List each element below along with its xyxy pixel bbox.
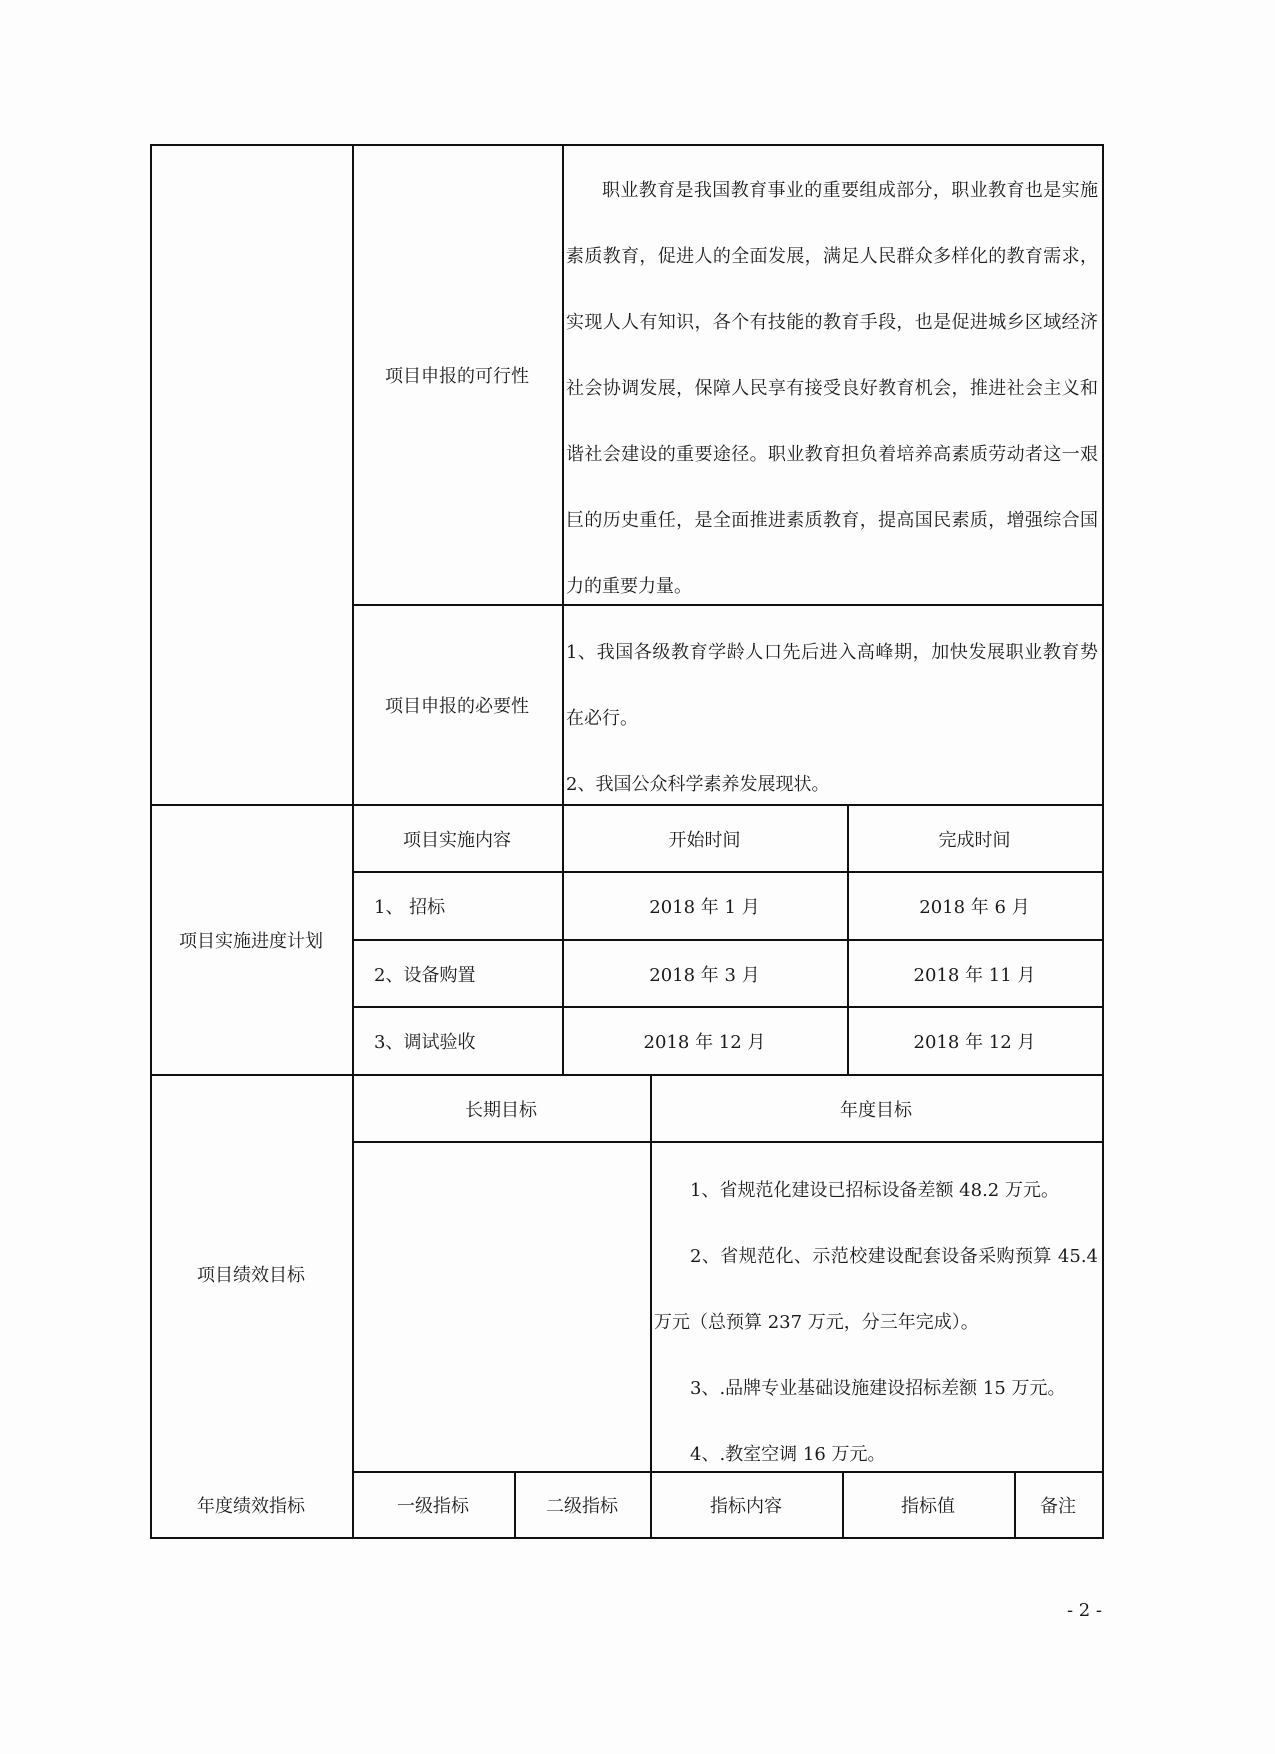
rule-right bbox=[1102, 144, 1104, 1539]
schedule-row-3-content: 3、调试验收 bbox=[374, 1032, 476, 1053]
schedule-row-3-end: 2018 年 12 月 bbox=[913, 1032, 1036, 1053]
goals-label: 项目绩效目标 bbox=[197, 1264, 305, 1286]
schedule-header-end: 完成时间 bbox=[938, 829, 1011, 851]
schedule-row-1-content: 1、 招标 bbox=[374, 897, 446, 918]
indicators-header-level2: 二级指标 bbox=[546, 1496, 618, 1517]
necessity-item-2: 2、我国公众科学素养发展现状。 bbox=[566, 774, 830, 795]
goals-annual-item-3: 3、.品牌专业基础设施建设招标差额 15 万元。 bbox=[690, 1378, 1066, 1399]
goals-annual-header: 年度目标 bbox=[840, 1099, 912, 1121]
schedule-row-2-end: 2018 年 11 月 bbox=[913, 964, 1036, 986]
goals-long-term-content bbox=[352, 1143, 650, 1471]
goals-long-term-header: 长期目标 bbox=[465, 1099, 537, 1121]
feasibility-paragraph: 职业教育是我国教育事业的重要组成部分，职业教育也是实施素质教育，促进人的全面发展，满足人民群众多样化的教育需求，实现人人有知识，各个有技能的教育手段，也是促进城乡区域经济社会协调发展，保障人民享有接受良好教育机会，推进社会主义和谐社会建设的重要途径。职业教育担负着培养高素质劳动者这一艰巨的历史重任，是全面推进素质教育，提高国民素质，增强综合国力的重要力量。 bbox=[566, 180, 1098, 597]
necessity-label: 项目申报的必要性 bbox=[385, 696, 529, 717]
schedule-label: 项目实施进度计划 bbox=[179, 931, 323, 952]
schedule-row-1-end: 2018 年 6 月 bbox=[919, 897, 1030, 918]
schedule-header-start: 开始时间 bbox=[668, 829, 741, 851]
feasibility-label: 项目申报的可行性 bbox=[385, 366, 529, 387]
indicators-header-level1: 一级指标 bbox=[397, 1496, 469, 1517]
indicators-header-value: 指标值 bbox=[901, 1496, 955, 1517]
necessity-text bbox=[566, 620, 1098, 818]
schedule-header-content: 项目实施内容 bbox=[403, 829, 511, 851]
rule-top bbox=[150, 144, 1104, 146]
schedule-row-3-start: 2018 年 12 月 bbox=[643, 1032, 766, 1053]
schedule-row-2-content: 2、设备购置 bbox=[374, 964, 476, 986]
rule-goals-col bbox=[650, 1074, 652, 1539]
goals-annual-item-2: 2、省规范化、示范校建设配套设备采购预算 45.4 万元（总预算 237 万元，分三年完成）。 bbox=[654, 1246, 1098, 1333]
necessity-item-1: 1、我国各级教育学龄人口先后进入高峰期，加快发展职业教育势在必行。 bbox=[566, 642, 1098, 729]
feasibility-text bbox=[566, 158, 1098, 620]
goals-annual-item-1: 1、省规范化建设已招标设备差额 48.2 万元。 bbox=[690, 1180, 1059, 1201]
rule-bottom bbox=[150, 1537, 1104, 1539]
goals-annual-list bbox=[654, 1158, 1098, 1488]
indicators-header-remarks: 备注 bbox=[1040, 1496, 1076, 1517]
schedule-row-2-start: 2018 年 3 月 bbox=[649, 964, 760, 986]
indicators-header-content: 指标内容 bbox=[710, 1496, 782, 1517]
page-number: - 2 - bbox=[1066, 1600, 1102, 1621]
goals-annual-item-4: 4、.教室空调 16 万元。 bbox=[690, 1444, 886, 1465]
schedule-row-1-start: 2018 年 1 月 bbox=[649, 897, 760, 918]
indicators-label: 年度绩效指标 bbox=[197, 1496, 305, 1517]
